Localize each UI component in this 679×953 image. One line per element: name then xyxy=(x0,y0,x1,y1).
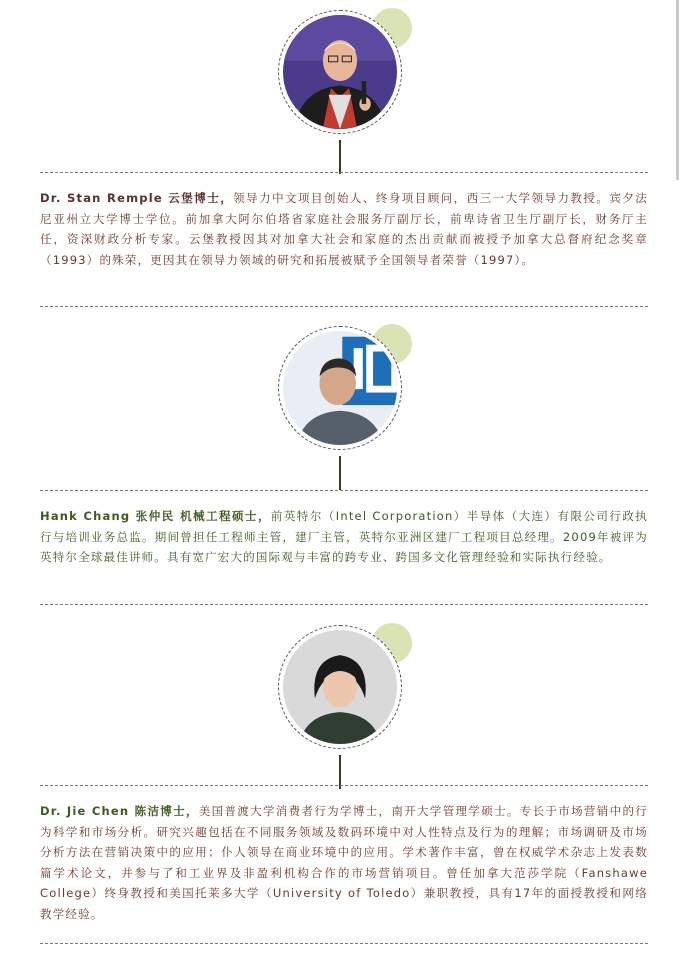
person-name: Hank Chang 张仲民 机械工程硕士， xyxy=(40,509,271,523)
connector-line xyxy=(339,755,341,789)
portrait-jie-chen xyxy=(283,630,397,744)
person-name: Dr. Stan Remple 云堡博士， xyxy=(40,191,234,205)
divider-bottom xyxy=(40,943,648,944)
portrait-stan-remple xyxy=(283,15,397,129)
person-bio: 领导力中文项目创始人、终身项目顾问，西三一大学领导力教授。宾夕法尼亚州立大学博士学位。前加拿大阿尔伯塔省家庭社会服务厅副厅长，前卑诗省卫生厅副厅长，财务厅主任，资深财政分析专家。云堡教授因其对加拿大社会和家庭的杰出贡献而被授予加拿大总督府纪念奖章 （1993）的殊荣，更因其在领导力领域的研究和拓展被赋予全国领导者荣誉（1997）。 xyxy=(40,191,648,267)
portrait-ring xyxy=(278,10,402,134)
divider-top xyxy=(40,172,648,173)
bio-text xyxy=(40,506,648,568)
portrait-hank-chang xyxy=(283,331,397,445)
portrait-frame xyxy=(270,617,410,757)
person-name: Dr. Jie Chen 陈洁博士， xyxy=(40,804,199,818)
person-bio: 前英特尔（Intel Corporation）半导体（大连）有限公司行政执行与培训业务总监。期间曾担任工程师主管，建厂主管，英特尔亚洲区建厂工程项目总经理。2009年被评为英特尔全球最佳讲师。具有宽广宏大的国际观与丰富的跨专业、跨国多文化管理经验和实际执行经验。 xyxy=(40,509,648,564)
portrait-ring xyxy=(278,326,402,450)
divider-bottom xyxy=(40,604,648,605)
bio-text xyxy=(40,801,648,924)
divider-top xyxy=(40,490,648,491)
divider-top xyxy=(40,785,648,786)
person-bio: 美国普渡大学消费者行为学博士，南开大学管理学硕士。专长于市场营销中的行为科学和市场分析。研究兴趣包括在不同服务领域及数码环境中对人性特点及行为的理解；市场调研及市场分析方法在营销决策中的应用；仆人领导在商业环境中的应用。学术著作丰富，曾在权威学术杂志上发表数篇学术论文，并参与了和工业界及非盈利机构合作的市场营销项目。曾任加拿大范莎学院（Fanshawe College）终身教授和美国托莱多大学（University of Toledo）兼职教授，具有17年的面授教授和网络教学经验。 xyxy=(40,804,648,921)
portrait-ring xyxy=(278,625,402,749)
bio-text xyxy=(40,188,648,270)
portrait-frame xyxy=(270,318,410,458)
connector-line xyxy=(339,140,341,174)
portrait-frame xyxy=(270,2,410,142)
connector-line xyxy=(339,456,341,490)
divider-bottom xyxy=(40,306,648,307)
